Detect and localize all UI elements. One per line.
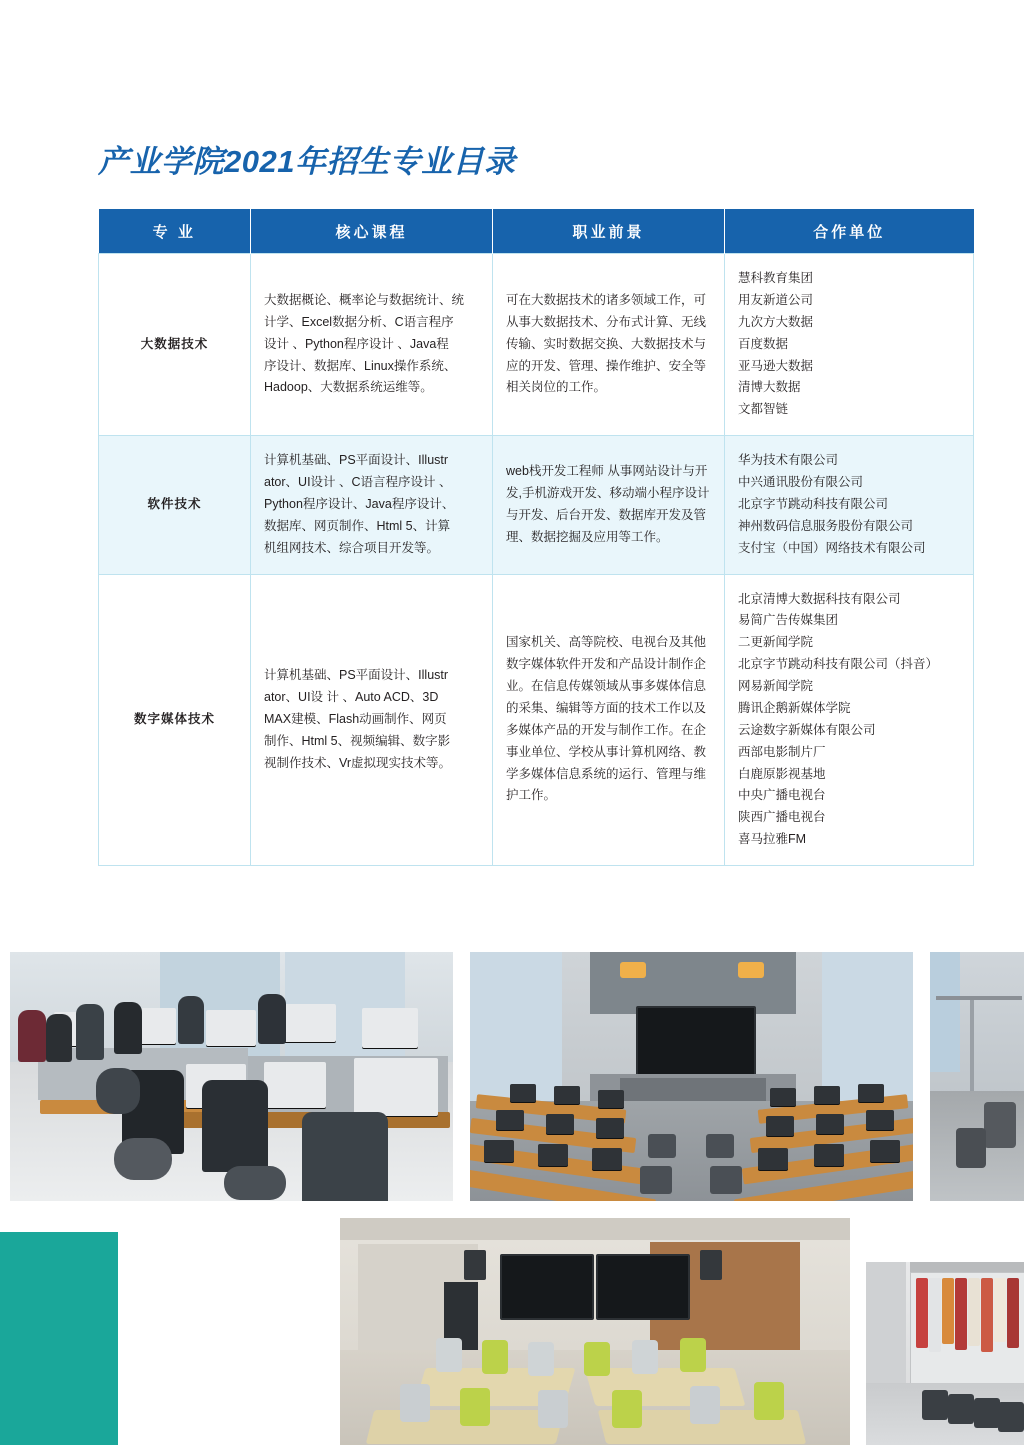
column-header-major: 专 业 [99,209,251,254]
partner-organizations [725,436,974,574]
text-line: 亚马逊大数据 [738,358,814,373]
table-header-row [99,209,974,254]
text-line: 腾讯企鹅新媒体学院 [738,700,851,715]
text-line: 慧科教育集团 [738,271,814,285]
text-line: 计算机基础、PS平面设计、Illustr [264,453,449,468]
text-line: 发,手机游戏开发、移动端小程序设计 [506,485,710,500]
text-line: 多媒体产品的开发与制作工作。在企 [506,722,707,737]
core-courses [251,574,493,866]
text-line: 的采集、编辑等方面的技术工作以及 [506,700,707,715]
text-line: 百度数据 [738,336,789,351]
text-line: 中央广播电视台 [738,788,826,803]
teal-decorative-block [0,1232,118,1445]
major-name: 大数据技术 [99,254,251,436]
text-line: 数字媒体软件开发和产品设计制作企 [506,657,707,672]
text-line: 可在大数据技术的诸多领域工作，可 [506,292,707,307]
text-line: ator、UI设计 、C语言程序设计 、 [264,475,452,489]
text-line: 用友新道公司 [738,292,814,307]
major-name: 软件技术 [99,436,251,574]
core-courses [251,254,493,436]
text-line: 序设计、数据库、Linux操作系统、 [264,358,457,373]
text-line: 西部电影制片厂 [738,744,826,759]
computer-lab-students-photo [10,952,453,1201]
text-line: Hadoop、大数据系统运维等。 [264,380,433,395]
text-line: 清博大数据 [738,380,801,395]
text-line: 相关岗位的工作。 [506,380,607,395]
text-line: 事业单位、学校从事计算机网络、教 [506,744,707,759]
text-line: Python程序设计、Java程序设计、 [264,496,455,511]
text-line: 陕西广播电视台 [738,810,826,825]
text-line: 支付宝（中国）网络技术有限公司 [738,540,926,555]
costume-storage-room-photo [866,1262,1024,1445]
partner-organizations [725,254,974,436]
text-line: 计学、Excel数据分析、C语言程序 [264,314,454,329]
column-header-courses: 核心课程 [251,209,493,254]
text-line: 易简广告传媒集团 [738,613,839,628]
text-line: 国家机关、高等院校、电视台及其他 [506,635,707,650]
text-line: MAX建模、Flash动画制作、网页 [264,711,447,726]
text-line: 大数据概论、概率论与数据统计、统 [264,292,465,307]
text-line: 制作、Html 5、视频编辑、数字影 [264,733,451,748]
career-prospects [493,574,725,866]
text-line: 中兴通讯股份有限公司 [738,475,864,489]
text-line: 二更新闻学院 [738,635,814,650]
partner-organizations [725,574,974,866]
text-line: 应的开发、管理、操作维护、安全等 [506,358,707,373]
text-line: web栈开发工程师 从事网站设计与开 [506,464,708,479]
text-line: 九次方大数据 [738,314,814,329]
text-line: 从事大数据技术、分布式计算、无线 [506,314,707,329]
text-line: 云途数字新媒体有限公司 [738,722,876,737]
text-line: 华为技术有限公司 [738,453,839,468]
table-row [99,574,974,866]
career-prospects [493,436,725,574]
text-line: 北京字节跳动科技有限公司 [738,496,889,511]
table-row [99,436,974,574]
column-header-partner: 合作单位 [725,209,974,254]
text-line: 视制作技术、Vr虚拟现实技术等。 [264,755,452,770]
text-line: 传输、实时数据交换、大数据技术与 [506,336,707,351]
major-name: 数字媒体技术 [99,574,251,866]
text-line: 北京清博大数据科技有限公司 [738,591,901,606]
text-line: ator、UI设 计 、Auto ACD、3D [264,689,439,704]
text-line: 白鹿原影视基地 [738,766,826,781]
text-line: 神州数码信息服务股份有限公司 [738,518,914,533]
text-line: 文都智链 [738,402,789,417]
career-prospects [493,254,725,436]
table-row [99,254,974,436]
text-line: 学多媒体信息系统的运行、管理与维 [506,766,707,781]
text-line: 业。在信息传媒领域从事多媒体信息 [506,679,707,693]
text-line: 网易新闻学院 [738,679,814,693]
text-line: 喜马拉雅FM [738,832,807,847]
text-line: 北京字节跳动科技有限公司（抖音） [738,657,939,672]
core-courses [251,436,493,574]
text-line: 数据库、网页制作、Html 5、计算 [264,518,451,533]
text-line: 设计 、Python程序设计 、Java程 [264,336,449,351]
text-line: 与开发、后台开发、数据库开发及管 [506,507,707,522]
lecture-room-terraced-desks-photo [470,952,913,1201]
column-header-career: 职业前景 [493,209,725,254]
text-line: 理、数据挖掘及应用等工作。 [506,529,669,544]
page-title: 产业学院2021年招生专业目录 [98,144,516,179]
seminar-room-dual-screen-photo [340,1218,850,1445]
text-line: 护工作。 [506,788,557,803]
programs-table [98,209,974,866]
text-line: 计算机基础、PS平面设计、Illustr [264,668,449,683]
studio-corner-photo [930,952,1024,1201]
text-line: 机组网技术、综合项目开发等。 [264,540,440,555]
